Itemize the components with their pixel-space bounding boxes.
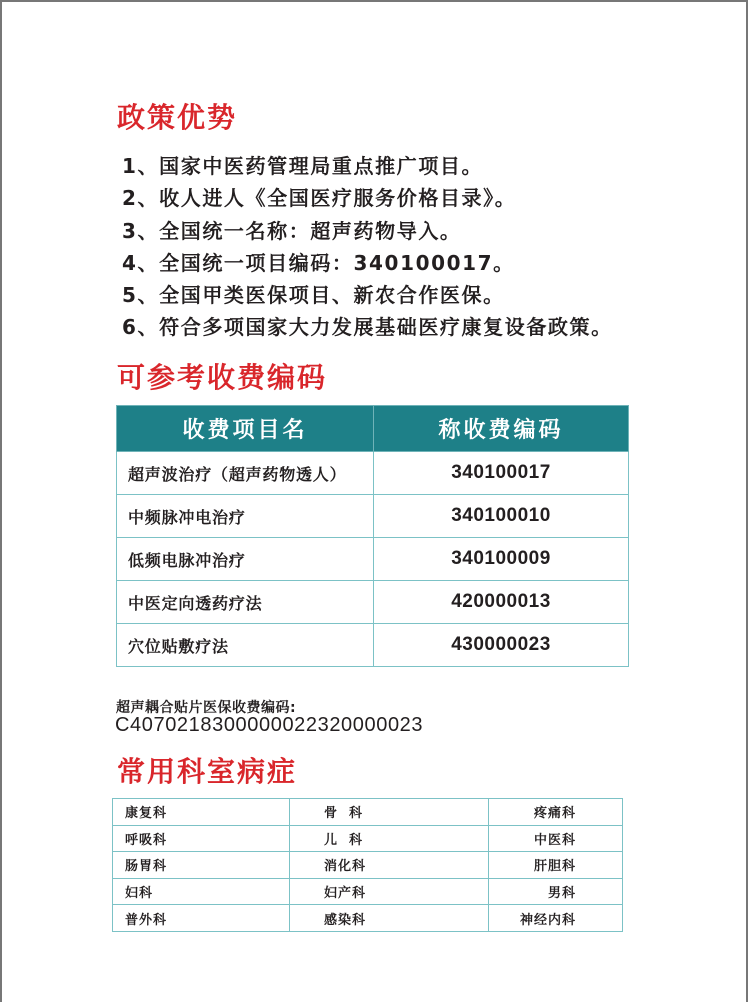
table-row [113, 852, 623, 879]
department-cell: 康复科 [113, 799, 290, 826]
fee-code-cell: 340100017 [374, 452, 629, 495]
policy-item: 3、全国统一名称：超声药物导入。 [122, 218, 462, 243]
department-cell: 骨 科 [290, 799, 489, 826]
table-row [113, 799, 623, 826]
department-cell: 消化科 [290, 852, 489, 879]
column-header-item-name: 收费项目名 [117, 406, 374, 452]
table-row [117, 538, 629, 581]
fee-code-cell: 430000023 [374, 624, 629, 667]
department-cell: 疼痛科 [489, 799, 623, 826]
fee-code-cell: 420000013 [374, 581, 629, 624]
item-name-cell: 低频电脉冲治疗 [117, 538, 374, 581]
fee-codes-table [116, 405, 629, 667]
fee-codes-heading: 可参考收费编码 [117, 361, 328, 394]
policy-item: 5、全国甲类医保项目、新农合作医保。 [122, 283, 505, 308]
department-cell: 普外科 [113, 905, 290, 932]
table-row [113, 825, 623, 852]
coupling-patch-code: C4070218300000022320000023 [115, 714, 424, 736]
department-cell: 中医科 [489, 825, 623, 852]
department-cell: 男科 [489, 878, 623, 905]
policy-item: 6、符合多项国家大力发展基础医疗康复设备政策。 [122, 315, 613, 340]
table-row [117, 581, 629, 624]
column-header-fee-code: 称收费编码 [374, 406, 629, 452]
department-cell: 肠胃科 [113, 852, 290, 879]
item-name-cell: 中频脉冲电治疗 [117, 495, 374, 538]
table-row [113, 905, 623, 932]
policy-heading: 政策优势 [117, 101, 238, 134]
fee-code-cell: 340100009 [374, 538, 629, 581]
table-header-row [117, 406, 629, 452]
item-name-cell: 穴位贴敷疗法 [117, 624, 374, 667]
coupling-patch-label: 超声耦合贴片医保收费编码: [116, 700, 297, 716]
fee-code-cell: 340100010 [374, 495, 629, 538]
policy-item: 2、收人进人《全国医疗服务价格目录》。 [122, 186, 517, 211]
item-name-cell: 中医定向透药疗法 [117, 581, 374, 624]
table-row [117, 452, 629, 495]
table-row [113, 878, 623, 905]
table-row [117, 495, 629, 538]
department-cell: 呼吸科 [113, 825, 290, 852]
department-cell: 感染科 [290, 905, 489, 932]
table-row [117, 624, 629, 667]
departments-heading: 常用科室病症 [117, 755, 298, 788]
department-cell: 肝胆科 [489, 852, 623, 879]
department-cell: 儿 科 [290, 825, 489, 852]
policy-item: 4、全国统一项目编码：340100017。 [122, 250, 515, 275]
departments-table [112, 798, 623, 932]
policy-list [122, 150, 613, 344]
item-name-cell: 超声波治疗（超声药物透人） [117, 452, 374, 495]
department-cell: 神经内科 [489, 905, 623, 932]
policy-item: 1、国家中医药管理局重点推广项目。 [122, 154, 484, 178]
department-cell: 妇产科 [290, 878, 489, 905]
department-cell: 妇科 [113, 878, 290, 905]
